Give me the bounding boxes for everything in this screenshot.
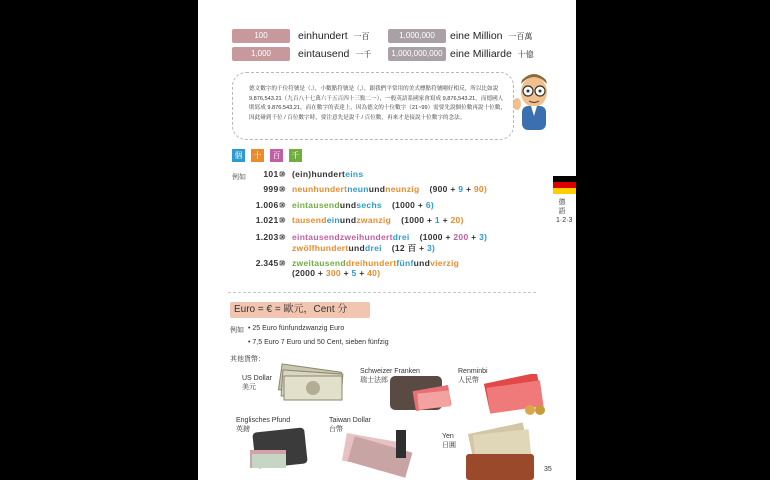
word-zh: 一百萬 xyxy=(508,32,533,41)
example-math-part: (1000 xyxy=(401,215,425,225)
example-number: 2.345⑩ xyxy=(255,258,286,268)
example-number: 1.021⑩ xyxy=(255,215,286,225)
value-pill-milliarde: 1,000,000,000 xyxy=(388,47,446,61)
example-word-part: hundert xyxy=(311,169,346,179)
example-math-part: 200 xyxy=(453,232,469,242)
example-word-part: sechs xyxy=(356,200,382,210)
currency-name: US Dollar xyxy=(242,375,272,382)
example-word-part: und xyxy=(339,215,357,225)
example-math-part: (12 百 xyxy=(391,243,417,253)
currency-name: Englisches Pfund xyxy=(236,417,291,424)
example-math-part: + xyxy=(442,232,454,242)
section-divider xyxy=(228,292,536,293)
example-word-part: und xyxy=(348,243,365,253)
word-zh: 十億 xyxy=(517,50,534,59)
example-math-part: (2000 xyxy=(292,268,316,278)
example-math-part: 90) xyxy=(473,184,488,194)
example-word-part: neun xyxy=(347,184,369,194)
example-math-part: 40) xyxy=(367,268,381,278)
example-math-part: + xyxy=(416,243,428,253)
example-math-part: 3) xyxy=(427,243,436,253)
value-pill-100: 100 xyxy=(232,29,290,43)
example-word-part: und xyxy=(339,200,357,210)
chip-thousands: 千 xyxy=(289,149,302,162)
euro-example-2: • 7,5 Euro 7 Euro und 50 Cent, sieben fünfzig xyxy=(248,339,389,346)
example-word-part: fünf xyxy=(396,258,414,268)
example-row xyxy=(248,200,434,211)
example-math-part: 3) xyxy=(479,232,488,242)
example-word-part: drei xyxy=(392,232,410,242)
example-word-part: und xyxy=(368,184,386,194)
example-word-part: eintausend xyxy=(292,200,340,210)
example-word-part: zwölfhundert xyxy=(292,243,349,253)
example-word-part: neunhundert xyxy=(292,184,348,194)
word-de: eine Milliarde xyxy=(450,48,512,60)
teacher-illustration xyxy=(510,74,554,134)
currency-zh: 人民幣 xyxy=(458,377,479,384)
example-word-part: und xyxy=(413,258,431,268)
example-math-part: + xyxy=(447,184,459,194)
taiwan-dollar-image xyxy=(340,430,420,478)
example-word-part: eins xyxy=(345,169,364,179)
example-number: 999⑩ xyxy=(263,184,286,194)
example-row xyxy=(248,215,464,226)
chip-hundreds: 百 xyxy=(270,149,283,162)
example-row xyxy=(248,184,487,195)
euro-example-1: • 25 Euro fünfundzwanzig Euro xyxy=(248,325,345,332)
example-word-part: zwanzig xyxy=(356,215,392,225)
example-math-part: (1000 xyxy=(391,200,416,210)
example-math-part: 300 xyxy=(325,268,341,278)
example-math-part: + xyxy=(356,268,368,278)
example-math-part: + xyxy=(415,200,426,210)
pound-wallet-image xyxy=(248,424,314,474)
example-math-part: 20) xyxy=(450,215,464,225)
example-number: 101⑩ xyxy=(263,169,286,179)
renminbi-image xyxy=(482,374,550,418)
word-zh: 一千 xyxy=(355,50,372,59)
example-word-part: zweihundert xyxy=(339,232,393,242)
chip-tens: 十 xyxy=(251,149,264,162)
example-math-part: 1 xyxy=(434,215,440,225)
example-math-part: + xyxy=(463,184,474,194)
example-math-part: (900 xyxy=(429,184,448,194)
swiss-wallet-image xyxy=(388,372,454,414)
chip-ones: 個 xyxy=(232,149,245,162)
euro-heading: Euro = € = 歐元，Cent 分 xyxy=(230,302,370,318)
example-row xyxy=(248,268,380,278)
currency-usd xyxy=(242,374,272,392)
currency-name: Schweizer Franken xyxy=(360,368,420,375)
word-zh: 一百 xyxy=(353,32,370,41)
example-math-part: 5 xyxy=(351,268,357,278)
word-de: eintausend xyxy=(298,48,350,60)
example-word-part: neunzig xyxy=(385,184,420,194)
word-eintausend xyxy=(298,48,371,60)
page-number: 35 xyxy=(544,466,552,473)
currency-zh: 美元 xyxy=(242,384,256,391)
example-math-part: + xyxy=(424,215,435,225)
example-word-part: tausend xyxy=(292,215,327,225)
word-de: einhundert xyxy=(298,30,348,42)
currency-jpy xyxy=(442,432,456,450)
currency-zh: 日圓 xyxy=(442,442,456,449)
example-number: 1.006⑩ xyxy=(255,200,286,210)
word-einhundert xyxy=(298,30,369,42)
word-million xyxy=(450,30,532,42)
example-row xyxy=(248,242,435,254)
value-pill-million: 1,000,000 xyxy=(388,29,446,43)
example-math-part: 9 xyxy=(458,184,464,194)
place-value-chips xyxy=(232,145,308,163)
word-milliarde xyxy=(450,48,534,60)
example-word-part: zweitausend xyxy=(292,258,346,268)
example-math-part: (1000 xyxy=(419,232,443,242)
currency-name: Taiwan Dollar xyxy=(329,417,372,424)
example-word-part: ein xyxy=(326,215,340,225)
example-math-part: + xyxy=(340,268,352,278)
value-pill-1000: 1,000 xyxy=(232,47,290,61)
example-word-part: eintausend xyxy=(292,232,340,242)
currencies-label: 其他貨幣： xyxy=(230,356,265,363)
german-flag-icon xyxy=(553,176,576,194)
example-word-part: vierzig xyxy=(430,258,460,268)
currency-zh: 台幣 xyxy=(329,426,343,433)
example-math-part: + xyxy=(439,215,451,225)
yen-wallet-image xyxy=(460,422,540,480)
example-word-part: (ein) xyxy=(292,169,312,179)
example-number: 1.203⑩ xyxy=(255,232,286,242)
dollar-bills-image xyxy=(278,362,346,406)
word-de: eine Million xyxy=(450,30,503,42)
example-label: 例如 xyxy=(232,174,246,181)
currency-zh: 瑞士法郎 xyxy=(360,377,388,384)
example-word-part: dreihundert xyxy=(345,258,397,268)
section-tab: 德語 1·2·3 xyxy=(556,199,573,224)
book-page xyxy=(198,0,576,480)
currency-name: Yen xyxy=(442,433,454,440)
euro-example-label: 例如 xyxy=(230,327,244,334)
example-word-part: drei xyxy=(364,243,382,253)
example-row xyxy=(248,169,363,180)
tip-text: 德文數字的千位符號是（.），小數點符號是（,），跟我們平常用的美式標點符號剛好相反，所以比如說 9,876,543.21（九百八十七萬六千五百四十三點二一），一般英語系國家會寫成 9,876,543.21，而德國人則寫成 9.876.543,21。而在數字的表達上，因為德文的十位數字（21~99）需要先說個位數再說十位數，因此碰到千位 / 百位數字時，要注意先是說千 / 百位數，再來才是接說十位數字的念法。 xyxy=(249,86,506,121)
example-math-part: + xyxy=(315,268,326,278)
tip-bubble xyxy=(232,72,514,140)
currency-name: Renminbi xyxy=(458,368,488,375)
example-math-part: + xyxy=(468,232,480,242)
currency-zh: 英鎊 xyxy=(236,426,250,433)
example-math-part: 6) xyxy=(425,200,434,210)
